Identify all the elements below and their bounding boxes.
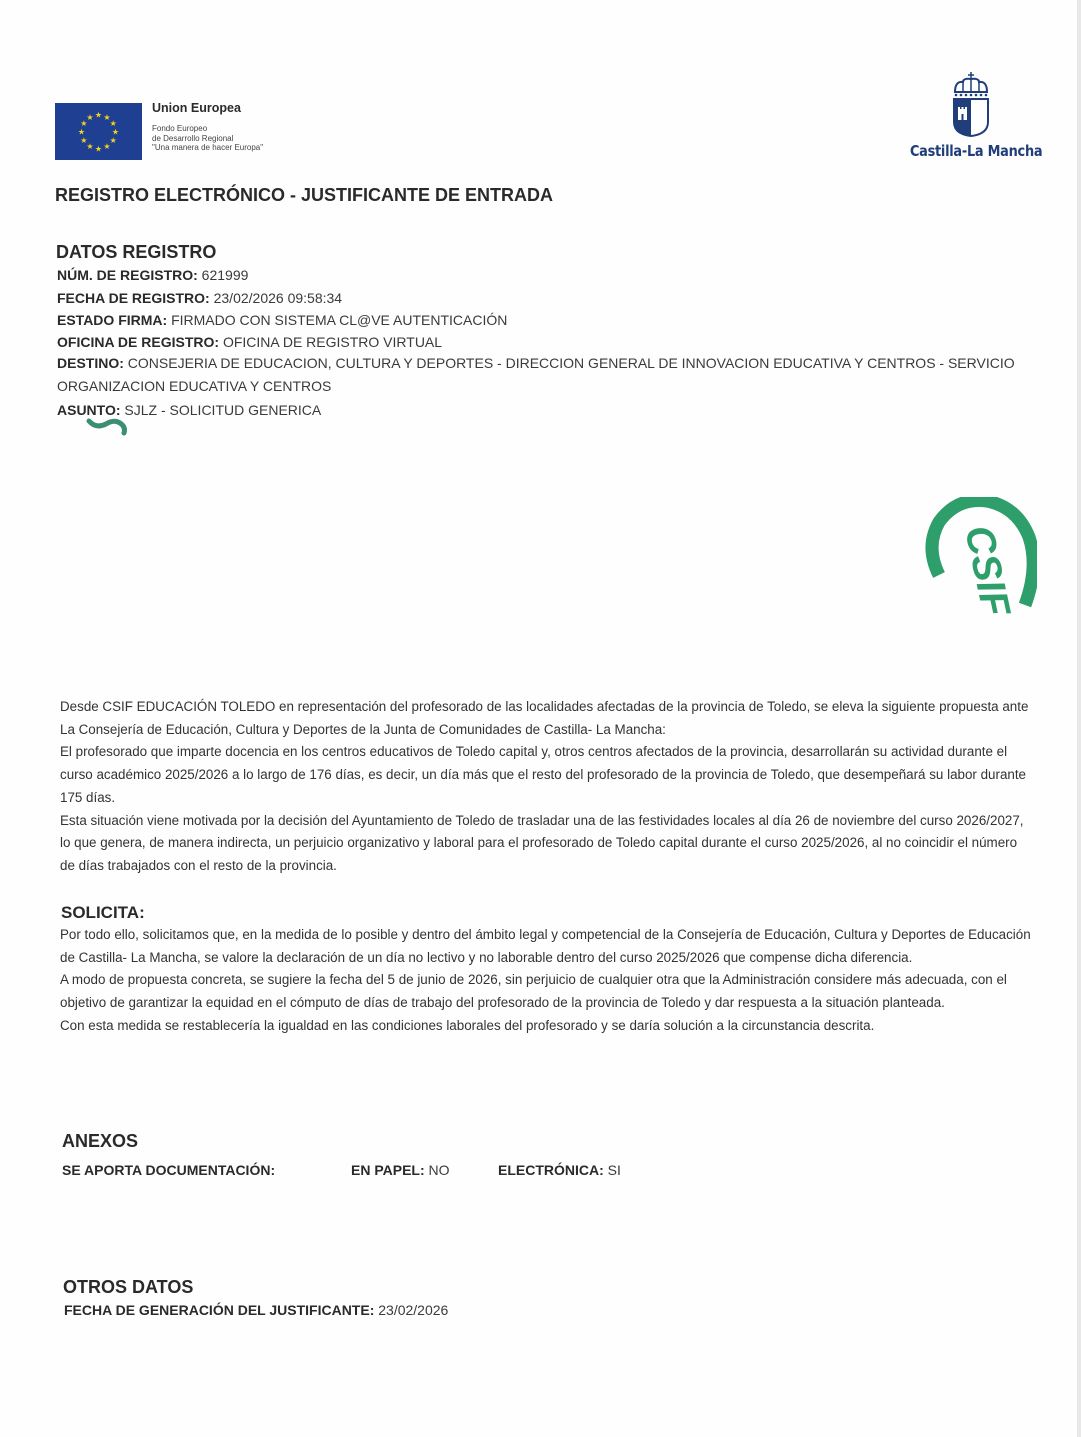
aporta-documentacion-label <box>62 1162 275 1178</box>
eu-star-icon: ★ <box>86 142 94 152</box>
csif-logo-text: CSIF <box>956 521 1019 621</box>
csif-logo-icon <box>917 497 1037 627</box>
fecha-generacion-field <box>64 1302 448 1318</box>
num-registro-field <box>57 267 248 283</box>
solicita-paragraph: Por todo ello, solicitamos que, en la medida de lo posible y dentro del ámbito legal y competencial de la Consejería de Educación, Cultura y Deportes de Educación de Castilla- La Mancha, se valore la declaración de un día no lectivo y no laborable dentro del curso 2025/2026 que compense dicha diferencia. <box>60 927 1031 965</box>
fecha-generacion-value: 23/02/2026 <box>378 1302 449 1318</box>
eu-flag-icon <box>55 103 142 160</box>
eu-logo-title: Union Europea <box>152 101 241 115</box>
solicita-paragraph: Con esta medida se restablecería la igualdad en las condiciones laborales del profesorado y se daría solución a la circunstancia descrita. <box>60 1017 875 1033</box>
solicita-paragraph: A modo de propuesta concreta, se sugiere la fecha del 5 de junio de 2026, sin perjuicio de cualquier otra que la Administración considere más adecuada, con el objetivo de garantizar la equidad en el cómputo de días de trabajo del profesorado de la provincia de Toledo y dar respuesta a la situación planteada. <box>60 972 1007 1011</box>
exposicion-text <box>60 696 1035 878</box>
eu-logo-line: de Desarrollo Regional <box>152 133 234 143</box>
asunto-label: ASUNTO: <box>57 402 121 418</box>
oficina-registro-label: OFICINA DE REGISTRO: <box>57 334 220 350</box>
solicita-text <box>60 924 1035 1038</box>
green-scribble-mark-icon <box>86 415 130 437</box>
coat-of-arms-icon <box>949 72 993 138</box>
eu-star-icon: ★ <box>109 119 117 128</box>
fecha-generacion-label: FECHA DE GENERACIÓN DEL JUSTIFICANTE: <box>64 1302 375 1318</box>
eu-logo-line: Fondo Europeo <box>152 124 208 133</box>
datos-registro-heading: DATOS REGISTRO <box>56 242 217 262</box>
fecha-registro-label: FECHA DE REGISTRO: <box>57 290 210 306</box>
document-title: REGISTRO ELECTRÓNICO - JUSTIFICANTE DE ENTRADA <box>55 185 554 205</box>
otros-datos-heading: OTROS DATOS <box>63 1277 194 1297</box>
castilla-la-mancha-name: Castilla-La Mancha <box>909 142 1043 160</box>
eu-star-icon: ★ <box>77 127 86 137</box>
en-papel-field <box>351 1162 450 1178</box>
eu-star-icon: ★ <box>86 112 94 122</box>
num-registro-label: NÚM. DE REGISTRO: <box>57 267 198 283</box>
exposicion-paragraph: Esta situación viene motivada por la decisión del Ayuntamiento de Toledo de trasladar una de las festividades locales al día 26 de noviembre del curso 2026/2027, lo que genera, de manera indirecta, un perjuicio organizativo y laboral para el profesorado de Toledo capital durante el curso 2025/2026, al no coincidir el número de días trabajados con el resto de la provincia. <box>60 812 1024 873</box>
exposicion-paragraph: Desde CSIF EDUCACIÓN TOLEDO en representación del profesorado de las localidades afectadas de la provincia de Toledo, se eleva la siguiente propuesta ante La Consejería de Educación, Cultura y Deportes de la Junta de Comunidades de Castilla- La Mancha: <box>60 699 1029 737</box>
electronica-label: ELECTRÓNICA: <box>498 1162 604 1178</box>
anexos-heading: ANEXOS <box>62 1131 139 1151</box>
eu-star-icon: ★ <box>103 112 111 122</box>
oficina-registro-value: OFICINA DE REGISTRO VIRTUAL <box>222 334 443 350</box>
asunto-value: SJLZ - SOLICITUD GENERICA <box>124 402 322 418</box>
eu-star-icon: ★ <box>94 144 103 154</box>
estado-firma-field <box>57 312 507 328</box>
eu-logo <box>55 103 263 160</box>
electronica-field <box>498 1162 621 1178</box>
eu-star-icon: ★ <box>94 110 103 120</box>
estado-firma-label: ESTADO FIRMA: <box>57 312 168 328</box>
eu-star-icon: ★ <box>109 136 117 145</box>
destino-value: CONSEJERIA DE EDUCACION, CULTURA Y DEPORTES - DIRECCION GENERAL DE INNOVACION EDUCATIVA Y CENTROS - SERVICIO ORGANIZACION EDUCATIVA Y CENTROS <box>57 355 1015 394</box>
fecha-registro-field <box>57 290 342 306</box>
solicita-heading: SOLICITA: <box>61 903 145 922</box>
num-registro-value: 621999 <box>201 267 249 283</box>
fecha-registro-value: 23/02/2026 09:58:34 <box>213 290 343 306</box>
eu-star-icon: ★ <box>80 119 88 128</box>
destino-label: DESTINO: <box>57 355 124 371</box>
eu-star-icon: ★ <box>103 142 111 152</box>
exposicion-paragraph: El profesorado que imparte docencia en los centros educativos de Toledo capital y, otros centros afectados de la provincia, desarrollarán su actividad durante el curso académico 2025/2026 a lo largo de 176 días, es decir, un día más que el resto del profesorado de la provincia de Toledo, que desempeñará su labor durante 175 días. <box>60 744 1027 805</box>
castilla-la-mancha-logo <box>900 72 1042 160</box>
eu-logo-text <box>152 101 263 153</box>
destino-field <box>57 352 1037 398</box>
estado-firma-value: FIRMADO CON SISTEMA CL@VE AUTENTICACIÓN <box>171 312 508 328</box>
page-edge <box>1077 0 1081 1437</box>
en-papel-label: EN PAPEL: <box>351 1162 425 1178</box>
eu-logo-line: "Una manera de hacer Europa" <box>152 143 264 152</box>
eu-star-icon: ★ <box>111 127 120 137</box>
aporta-documentacion-text: SE APORTA DOCUMENTACIÓN: <box>62 1162 276 1178</box>
electronica-value: SI <box>607 1162 621 1178</box>
en-papel-value: NO <box>428 1162 450 1178</box>
eu-logo-subtitle <box>152 124 263 153</box>
eu-star-icon: ★ <box>80 136 88 145</box>
oficina-registro-field <box>57 334 442 350</box>
